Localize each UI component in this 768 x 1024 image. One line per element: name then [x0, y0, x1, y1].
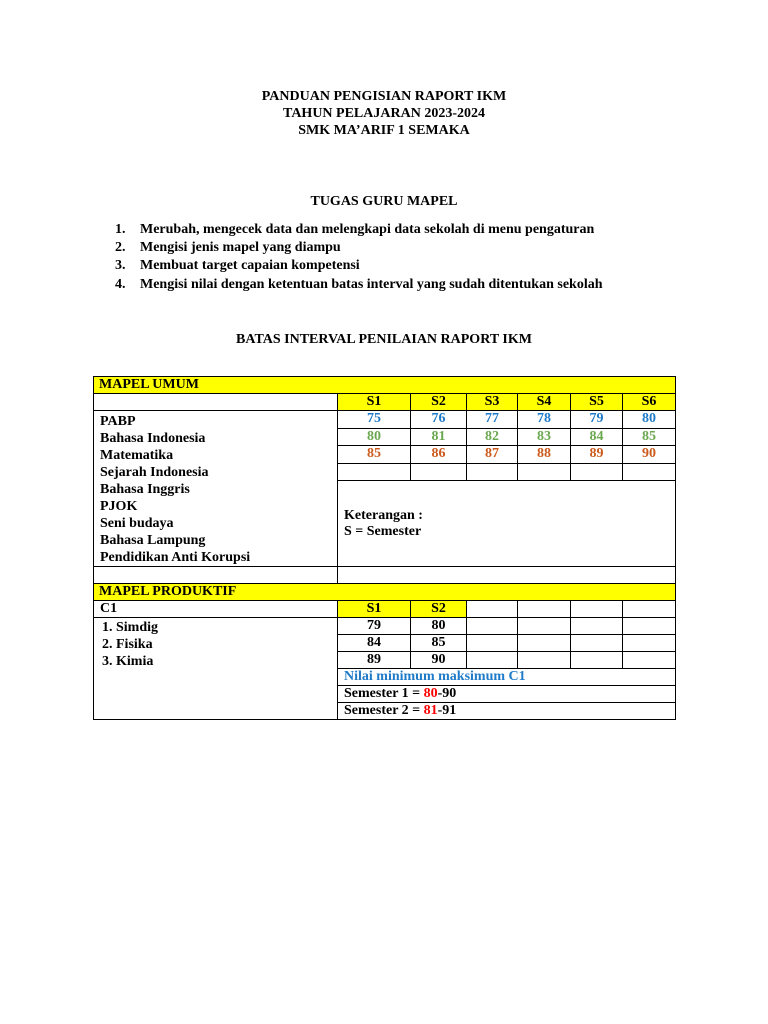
score-cell: 76	[411, 411, 467, 429]
semester-header: S2	[411, 394, 467, 411]
section-label-umum: MAPEL UMUM	[94, 377, 676, 394]
semester-header: S1	[338, 601, 411, 618]
tasks-list	[115, 221, 603, 294]
score-cell: 85	[623, 428, 676, 446]
task-item: 4. Mengisi nilai dengan ketentuan batas interval yang sudah ditentukan sekolah	[115, 276, 603, 292]
produktif-score-row	[94, 618, 676, 635]
subject-item: 1. Simdig	[102, 620, 159, 635]
document-title	[0, 88, 768, 139]
title-line-1: PANDUAN PENGISIAN RAPORT IKM	[261, 89, 507, 104]
semester-header-row	[94, 394, 676, 411]
note-line-2: S = Semester	[344, 523, 422, 539]
score-cell: 90	[411, 652, 467, 669]
score-cell: 82	[467, 428, 518, 446]
spacer-row	[94, 567, 676, 584]
title-line-3: SMK MA’ARIF 1 SEMAKA	[298, 123, 470, 138]
interval-title: BATAS INTERVAL PENILAIAN RAPORT IKM	[236, 332, 532, 347]
produktif-header-row	[94, 601, 676, 618]
score-cell: 79	[338, 618, 411, 635]
subject-item: Seni budaya	[100, 516, 174, 531]
score-cell: 78	[518, 411, 571, 429]
interval-table	[93, 376, 676, 720]
semester-header: S3	[467, 394, 518, 411]
subject-item: 2. Fisika	[102, 637, 153, 652]
task-item: 3. Membuat target capaian kompetensi	[115, 258, 360, 274]
section-label-produktif: MAPEL PRODUKTIF	[94, 584, 676, 601]
subject-list-produktif	[94, 618, 338, 720]
semester-header: S6	[623, 394, 676, 411]
group-label: C1	[94, 601, 338, 618]
subject-item: 3. Kimia	[102, 654, 154, 669]
section-row-produktif	[94, 584, 676, 601]
subject-item: Bahasa Indonesia	[100, 431, 206, 446]
subject-item: PJOK	[100, 499, 138, 514]
semester-header: S4	[518, 394, 571, 411]
subject-item: PABP	[100, 414, 136, 429]
subject-item: Bahasa Lampung	[100, 533, 206, 548]
subject-item: Matematika	[100, 448, 174, 463]
title-line-2: TAHUN PELAJARAN 2023-2024	[283, 106, 485, 121]
score-cell: 80	[411, 618, 467, 635]
min-max-title: Nilai minimum maksimum C1	[338, 669, 676, 686]
score-cell: 90	[623, 446, 676, 464]
score-cell: 86	[411, 446, 467, 464]
score-cell: 80	[623, 411, 676, 429]
score-cell: 80	[338, 428, 411, 446]
score-cell: 77	[467, 411, 518, 429]
score-row	[94, 411, 676, 429]
score-cell: 84	[338, 635, 411, 652]
score-cell: 89	[338, 652, 411, 669]
score-cell: 81	[411, 428, 467, 446]
score-cell: 75	[338, 411, 411, 429]
subject-item: Bahasa Inggris	[100, 482, 190, 497]
score-cell: 87	[467, 446, 518, 464]
semester-header: S5	[571, 394, 623, 411]
subject-item: Sejarah Indonesia	[100, 465, 209, 480]
note-cell	[338, 481, 676, 567]
semester-header: S1	[338, 394, 411, 411]
semester-header: S2	[411, 601, 467, 618]
score-cell: 79	[571, 411, 623, 429]
task-item: 1. Merubah, mengecek data dan melengkapi data sekolah di menu pengaturan	[115, 222, 595, 237]
score-cell: 84	[571, 428, 623, 446]
score-cell: 83	[518, 428, 571, 446]
subject-item: Pendidikan Anti Korupsi	[100, 550, 251, 565]
semester2-range: Semester 2 = 81-91	[338, 703, 676, 720]
semester1-range: Semester 1 = 80-90	[338, 686, 676, 703]
tasks-title: TUGAS GURU MAPEL	[310, 194, 458, 209]
task-item: 2. Mengisi jenis mapel yang diampu	[115, 240, 341, 256]
subject-list-umum	[94, 411, 338, 567]
score-cell: 85	[338, 446, 411, 464]
note-line-1: Keterangan :	[344, 507, 423, 523]
score-cell: 89	[571, 446, 623, 464]
section-row-umum	[94, 377, 676, 394]
score-cell: 88	[518, 446, 571, 464]
score-cell: 85	[411, 635, 467, 652]
